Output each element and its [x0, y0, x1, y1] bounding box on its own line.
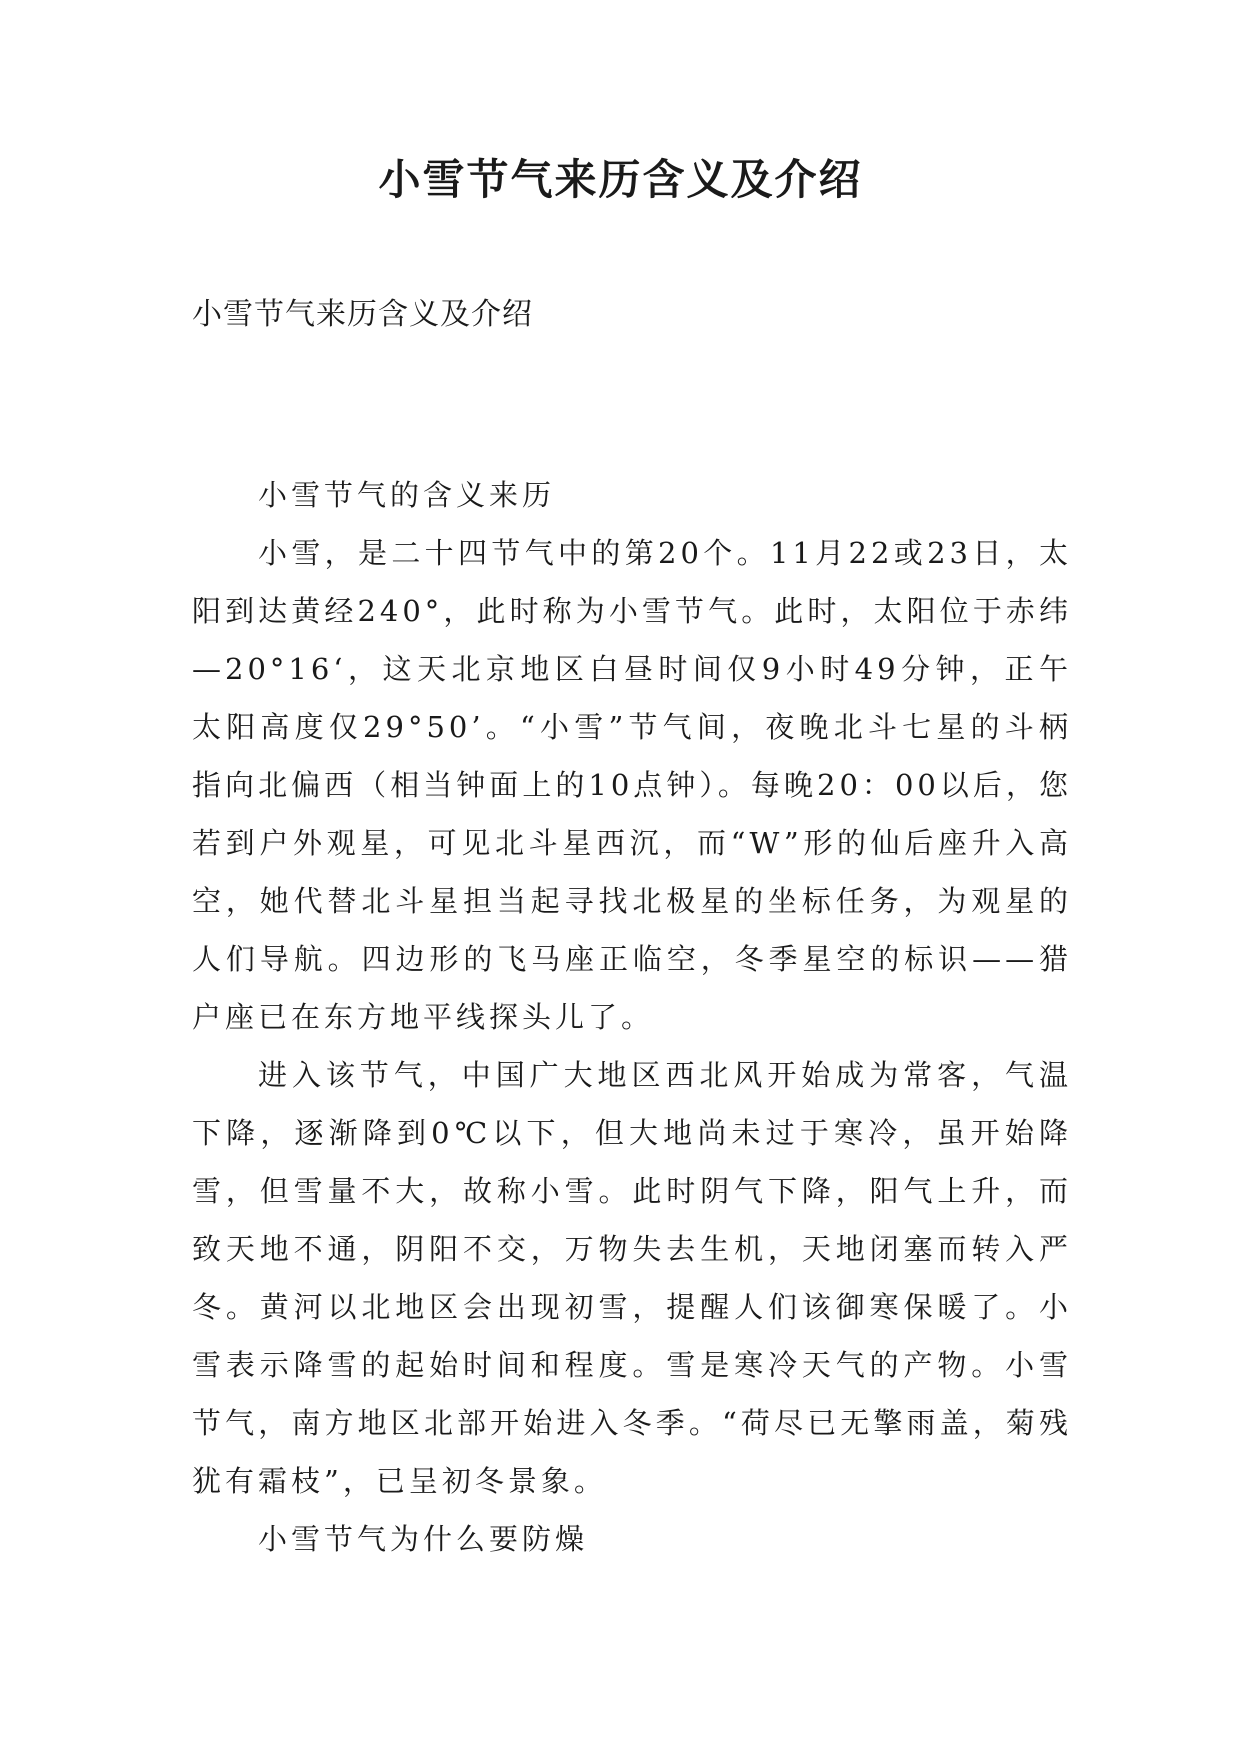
- paragraph-astronomy: 小雪，是二十四节气中的第20个。11月22或23日，太阳到达黄经240°，此时称为小雪节气。此时，太阳位于赤纬—20°16‘，这天北京地区白昼时间仅9小时49分钟，正午太阳高度仅29°50’。“小雪”节气间，夜晚北斗七星的斗柄指向北偏西（相当钟面上的10点钟）。每晚20：00以后，您若到户外观星，可见北斗星西沉，而“W”形的仙后座升入高空，她代替北斗星担当起寻找北极星的坐标任务，为观星的人们导航。四边形的飞马座正临空，冬季星空的标识——猎户座已在东方地平线探头儿了。: [192, 536, 1072, 1034]
- section-heading-dryness: 小雪节气为什么要防燥: [258, 1522, 589, 1556]
- section-heading-origin: 小雪节气的含义来历: [258, 478, 556, 512]
- document-subtitle: 小雪节气来历含义及介绍: [192, 297, 533, 332]
- document-title: 小雪节气来历含义及介绍: [378, 155, 863, 204]
- document-body: [192, 466, 1072, 1568]
- paragraph-climate: 进入该节气，中国广大地区西北风开始成为常客，气温下降，逐渐降到0℃以下，但大地尚未过于寒冷，虽开始降雪，但雪量不大，故称小雪。此时阴气下降，阳气上升，而致天地不通，阴阳不交，万物失去生机，天地闭塞而转入严冬。黄河以北地区会出现初雪，提醒人们该御寒保暖了。小雪表示降雪的起始时间和程度。雪是寒冷天气的产物。小雪节气，南方地区北部开始进入冬季。“荷尽已无擎雨盖，菊残犹有霜枝”，已呈初冬景象。: [192, 1058, 1072, 1498]
